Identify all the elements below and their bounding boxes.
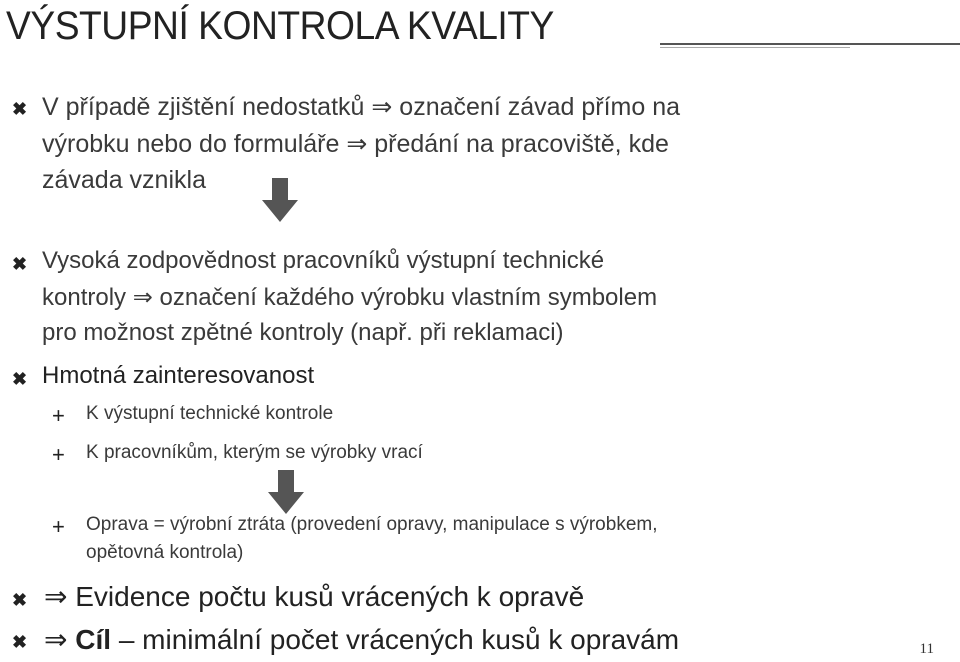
bullet-2-line-3: pro možnost zpětné kontroly (např. při reklamaci) — [42, 319, 564, 346]
bullet-5: ⇒ Cíl – minimální počet vrácených kusů k opravám — [44, 623, 680, 656]
bullet-marker: ✖ — [12, 99, 28, 119]
sub-bullet-marker: + — [52, 514, 65, 539]
implies-arrow-icon: ⇒ — [132, 283, 153, 311]
bullet-2-line-1: Vysoká zodpovědnost pracovníků výstupní technické — [42, 247, 605, 274]
sub-bullet-1: K výstupní technické kontrole — [86, 403, 334, 424]
goal-label: Cíl — [75, 624, 112, 655]
slide-number: 11 — [919, 641, 934, 657]
bullet-1-line-3: závada vznikla — [42, 166, 206, 194]
sub-bullet-2: K pracovníkům, kterým se výrobky vrací — [86, 442, 423, 463]
sub-bullet-3-line-2: opětovná kontrola) — [86, 542, 244, 563]
sub-bullet-3-line-1: Oprava = výrobní ztráta (provedení opravy, manipulace s výrobkem, — [86, 514, 658, 535]
title-underline-thin — [660, 47, 850, 48]
implies-arrow-icon: ⇒ — [44, 623, 68, 656]
bullet-marker: ✖ — [12, 590, 28, 610]
bullet-marker: ✖ — [12, 632, 28, 652]
down-arrow-icon — [268, 470, 304, 514]
bullet-1-line-2: výrobku nebo do formuláře ⇒ předání na pracoviště, kde — [42, 129, 669, 158]
implies-arrow-icon: ⇒ — [346, 129, 368, 158]
bullet-marker: ✖ — [12, 254, 28, 274]
bullet-2-line-2: kontroly ⇒ označení každého výrobku vlastním symbolem — [42, 283, 658, 311]
bullet-1-line-1: V případě zjištění nedostatků ⇒ označení závad přímo na — [42, 92, 681, 121]
bullet-marker: ✖ — [12, 369, 28, 389]
implies-arrow-icon: ⇒ — [371, 92, 393, 121]
implies-arrow-icon: ⇒ — [44, 580, 68, 613]
title-underline — [660, 43, 960, 45]
sub-bullet-marker: + — [52, 403, 65, 428]
bullet-4: ⇒ Evidence počtu kusů vrácených k opravě — [44, 580, 585, 613]
slide-title: VÝSTUPNÍ KONTROLA KVALITY — [6, 4, 554, 48]
bullet-3-heading: Hmotná zainteresovanost — [42, 362, 315, 389]
down-arrow-icon — [262, 178, 298, 222]
sub-bullet-marker: + — [52, 442, 65, 467]
